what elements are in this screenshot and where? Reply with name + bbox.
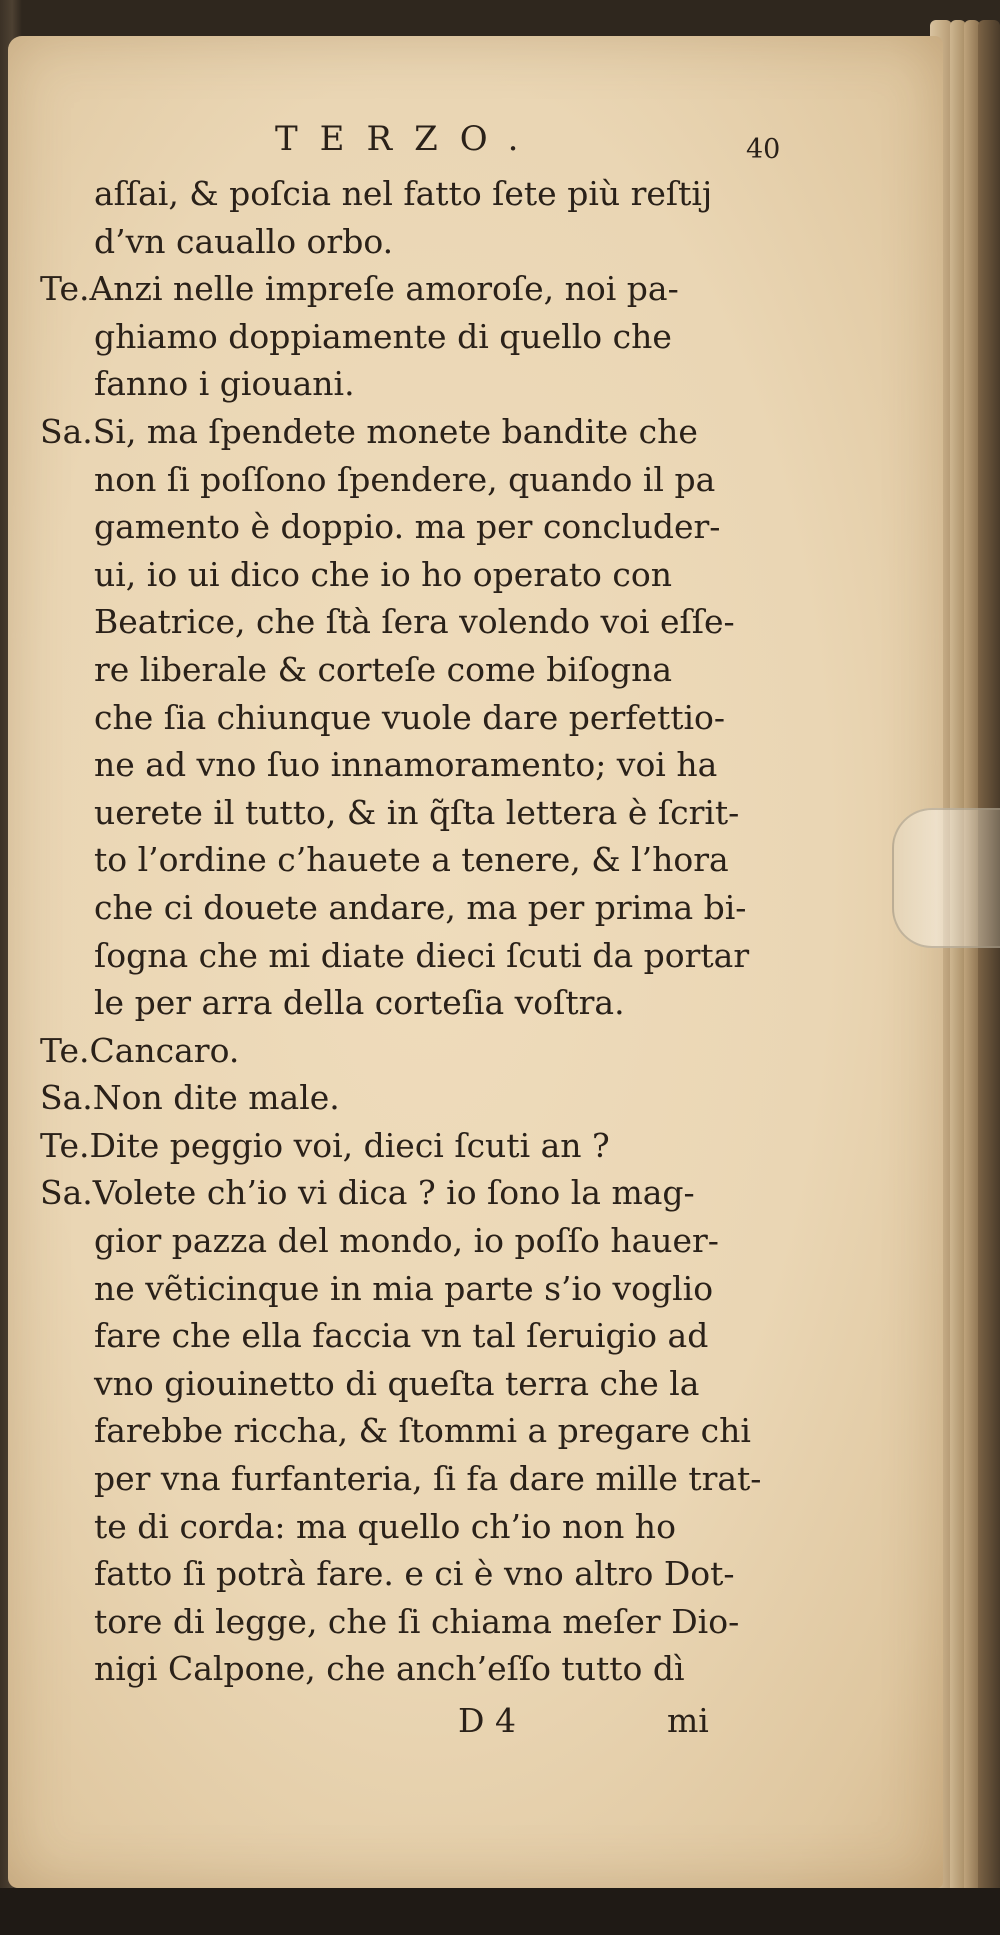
background-edge xyxy=(0,1888,1000,1935)
page-clip xyxy=(892,808,1000,948)
line-text: Si, ma ſpendete monete bandite che xyxy=(92,411,698,451)
text-line xyxy=(40,1169,820,1217)
folio-number: 40 xyxy=(746,134,781,165)
line-text: farebbe riccha, & ſtommi a pregare chi xyxy=(94,1411,751,1451)
line-text: fanno i giouani. xyxy=(94,364,355,404)
line-text: non ſi poſſono ſpendere, quando il pa xyxy=(94,459,716,499)
page-header xyxy=(40,116,820,170)
line-text: aſſai, & poſcia nel fatto ſete più reſtij xyxy=(94,174,713,213)
line-text: Dite peggio voi, dieci ſcuti an ? xyxy=(89,1125,610,1165)
text-line xyxy=(40,1550,820,1598)
line-text: te di corda: ma quello ch’io non ho xyxy=(94,1506,676,1546)
line-text: che ci douete andare, ma per prima bi- xyxy=(94,887,747,927)
text-line xyxy=(40,503,820,551)
text-line xyxy=(40,360,820,408)
running-head: TERZO. xyxy=(275,119,541,159)
text-line xyxy=(40,1217,820,1265)
speaker-label: Te. xyxy=(40,1030,90,1070)
text-line xyxy=(40,1503,820,1551)
line-text: ne vẽticinque in mia parte s’io voglio xyxy=(94,1268,714,1308)
line-text: ſogna che mi diate dieci ſcuti da portar xyxy=(94,935,750,975)
text-line xyxy=(40,1407,820,1455)
signature-mark: D 4 xyxy=(458,1701,516,1740)
line-text: ne ad vno ſuo innamoramento; voi ha xyxy=(94,745,718,785)
text-line xyxy=(40,694,820,742)
line-text: uerete il tutto, & in q̃ſta lettera è ſcrit- xyxy=(94,792,740,832)
line-text: vno giouinetto di queſta terra che la xyxy=(94,1363,700,1403)
line-text: che ſia chiunque vuole dare perfettio- xyxy=(94,697,726,737)
speaker-label: Te. xyxy=(40,269,90,309)
text-line xyxy=(40,1122,820,1170)
text-line xyxy=(40,408,820,456)
text-line xyxy=(40,313,820,361)
text-line xyxy=(40,456,820,504)
text-line xyxy=(40,646,820,694)
line-text: per vna furfanteria, ſi fa dare mille trat- xyxy=(94,1459,762,1499)
line-text: ghiamo doppiamente di quello che xyxy=(94,316,672,356)
text-line xyxy=(40,1645,820,1693)
line-text: Cancaro. xyxy=(89,1030,240,1070)
text-line xyxy=(40,1360,820,1408)
page-text xyxy=(40,116,820,1747)
line-text: tore di legge, che ſi chiama meſer Dio- xyxy=(94,1601,740,1641)
line-text: fare che ella faccia vn tal ſeruigio ad xyxy=(94,1316,709,1356)
page-footer xyxy=(40,1697,820,1747)
line-text: gior pazza del mondo, io poſſo hauer- xyxy=(94,1221,719,1261)
book-spine-edge xyxy=(978,20,1000,1905)
line-text: re liberale & corteſe come biſogna xyxy=(94,649,673,689)
text-line xyxy=(40,1027,820,1075)
line-text: to l’ordine c’hauete a tenere, & l’hora xyxy=(94,840,729,880)
speaker-label: Te. xyxy=(40,1125,90,1165)
line-text: gamento è doppio. ma per concluder- xyxy=(94,507,721,547)
line-text: nigi Calpone, che anch’eſſo tutto dì xyxy=(94,1649,685,1689)
text-line xyxy=(40,598,820,646)
text-line xyxy=(40,789,820,837)
speaker-label: Sa. xyxy=(40,411,93,451)
line-text: le per arra della corteſia voſtra. xyxy=(94,983,625,1023)
line-text: fatto ſi potrà fare. e ci è vno altro Dot- xyxy=(94,1554,735,1594)
text-line xyxy=(40,265,820,313)
text-line xyxy=(40,1265,820,1313)
text-line xyxy=(40,218,820,266)
text-line xyxy=(40,884,820,932)
line-text: Volete ch’io vi dica ? io ſono la mag- xyxy=(92,1173,695,1213)
catchword: mi xyxy=(667,1701,709,1740)
speaker-label: Sa. xyxy=(40,1173,93,1213)
text-line xyxy=(40,1312,820,1360)
line-text: ui, io ui dico che io ho operato con xyxy=(94,554,672,594)
line-text: d’vn cauallo orbo. xyxy=(94,221,394,261)
text-line xyxy=(40,932,820,980)
text-line xyxy=(40,836,820,884)
text-line xyxy=(40,1074,820,1122)
text-line xyxy=(40,170,820,218)
speaker-label: Sa. xyxy=(40,1078,93,1118)
text-lines xyxy=(40,170,820,1693)
line-text: Anzi nelle impreſe amoroſe, noi pa- xyxy=(89,269,679,309)
text-line xyxy=(40,979,820,1027)
line-text: Non dite male. xyxy=(92,1078,340,1118)
text-line xyxy=(40,1455,820,1503)
text-line xyxy=(40,741,820,789)
text-line xyxy=(40,551,820,599)
text-line xyxy=(40,1598,820,1646)
line-text: Beatrice, che ſtà ſera volendo voi eſſe- xyxy=(94,602,735,642)
